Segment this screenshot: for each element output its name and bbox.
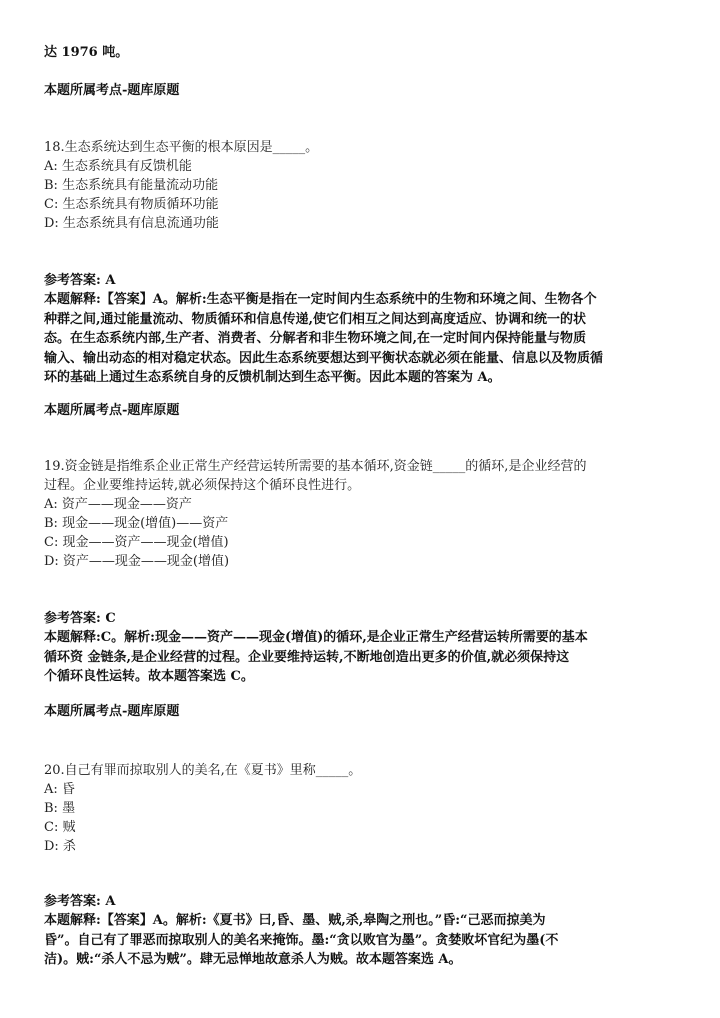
explanation-line: 本题解释:【答案】A。解析:《夏书》曰,昏、墨、贼,杀,皋陶之刑也。”昏:“己恶而掠美为: [44, 913, 546, 928]
explanation-line: 个循环良性运转。故本题答案选 C。: [44, 669, 254, 684]
question-19-answer: 参考答案: C: [44, 611, 116, 626]
question-19-option-c: C: 现金——资产——现金(增值): [44, 535, 229, 550]
explanation-line: 洁)。贼:“杀人不忌为贼”。肆无忌惮地故意杀人为贼。故本题答案选 A。: [44, 952, 462, 967]
question-19-option-d: D: 资产——现金——现金(增值): [44, 554, 230, 569]
explanation-line: 昏”。自己有了罪恶而掠取别人的美名来掩饰。墨:“贪以败官为墨”。贪婪败坏官纪为墨(不: [44, 932, 559, 948]
question-18-stem: 18.生态系统达到生态平衡的根本原因是_____。: [44, 140, 319, 155]
question-20-stem: 20.自己有罪而掠取别人的美名,在《夏书》里称_____。: [44, 763, 362, 778]
question-20-option-a: A: 昏: [44, 782, 75, 797]
source-label: 本题所属考点-题库原题: [44, 704, 180, 719]
question-20-answer: 参考答案: A: [44, 894, 116, 909]
explanation-line: 环的基础上通过生态系统自身的反馈机制达到生态平衡。因此本题的答案为 A。: [44, 370, 501, 385]
question-19-stem-line-1: 19.资金链是指维系企业正常生产经营运转所需要的基本循环,资金链_____的循环,是企业经营的: [44, 459, 587, 474]
question-18-option-d: D: 生态系统具有信息流通功能: [44, 216, 219, 231]
question-18-option-c: C: 生态系统具有物质循环功能: [44, 197, 219, 212]
explanation-line: 输入、输出动态的相对稳定状态。因此生态系统要想达到平衡状态就必须在能量、信息以及物质循: [44, 350, 604, 366]
explanation-line: 种群之间,通过能量流动、物质循环和信息传递,使它们相互之间达到高度适应、协调和统一的状: [44, 311, 587, 327]
explanation-line: 态。在生态系统内部,生产者、消费者、分解者和非生物环境之间,在一定时间内保持能量与物质: [44, 331, 587, 346]
question-20-explanation: [44, 911, 672, 970]
explanation-line: 本题解释:C。解析:现金——资产——现金(增值)的循环,是企业正常生产经营运转所需要的基本: [44, 630, 588, 645]
question-18-option-b: B: 生态系统具有能量流动功能: [44, 178, 219, 193]
question-19-option-a: A: 资产——现金——资产: [44, 497, 192, 512]
explanation-line: 循环资 金链条,是企业经营的过程。企业要维持运转,不断地创造出更多的价值,就必须保持这: [44, 649, 570, 665]
question-18-option-a: A: 生态系统具有反馈机能: [44, 159, 192, 174]
question-18-explanation: [44, 290, 672, 388]
question-19-stem-line-2: 过程。企业要维持运转,就必须保持这个循环良性进行。: [44, 478, 361, 493]
question-20-option-d: D: 杀: [44, 839, 76, 854]
question-19-option-b: B: 现金——现金(增值)——资产: [44, 516, 229, 531]
question-20-option-c: C: 贼: [44, 820, 76, 835]
question-18-answer: 参考答案: A: [44, 273, 116, 288]
top-fragment: 达 1976 吨。: [44, 45, 129, 60]
source-label: 本题所属考点-题库原题: [44, 403, 180, 418]
question-20-option-b: B: 墨: [44, 801, 76, 816]
question-19-explanation: [44, 628, 672, 687]
source-label: 本题所属考点-题库原题: [44, 83, 180, 98]
explanation-line: 本题解释:【答案】A。解析:生态平衡是指在一定时间内生态系统中的生物和环境之间、生物各个: [44, 292, 597, 307]
